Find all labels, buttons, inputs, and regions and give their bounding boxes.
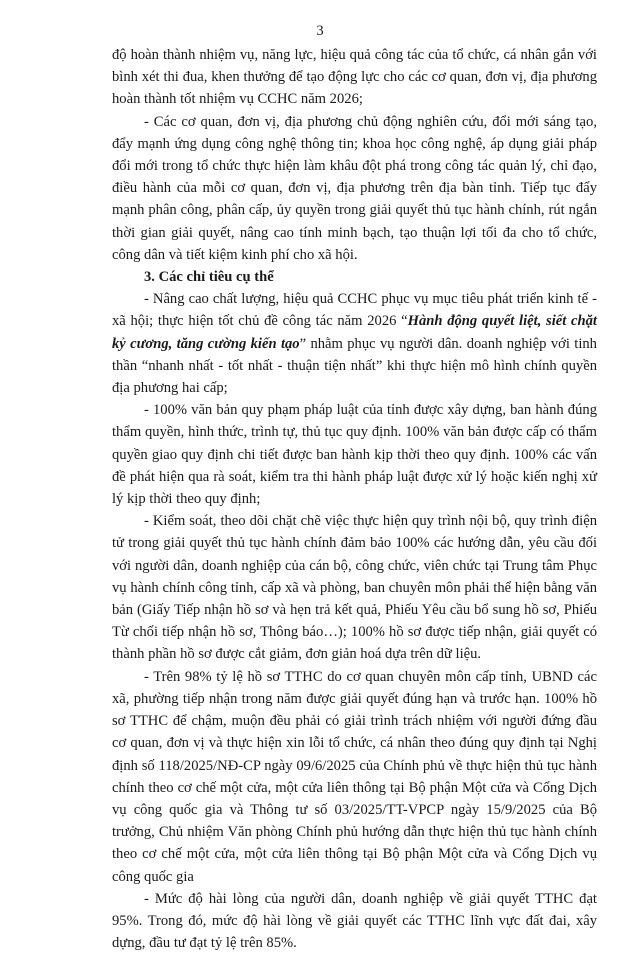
annual-theme-emphasis: Hành động quyết liệt, siết chặt kỷ cương, tăng cường kiến tạo — [112, 313, 597, 352]
target-item-satisfaction: - Mức độ hài lòng của người dân, doanh nghiệp về giải quyết TTHC đạt 95%. Trong đó, mức độ hài lòng về giải quyết các TTHC lĩnh vực đất đai, xây dựng, đầu tư đạt tỷ lệ trên 85%. — [112, 890, 597, 952]
target-item-quality-before: - Nâng cao chất lượng, hiệu quả CCHC phục vụ mục tiêu phát triển kinh tế - xã hội; thực hiện tốt chủ đề công tác năm 2026 “ — [112, 291, 597, 330]
target-item-internal-process: - Kiểm soát, theo dõi chặt chẽ việc thực hiện quy trình nội bộ, quy trình điện tử trong giải quyết thủ tục hành chính đảm bảo 100% các hướng dẫn, yêu cầu đối với người dân, doanh nghiệp của cán bộ, công chức, viên chức tại Trung tâm Phục vụ hành chính công tỉnh, cấp xã và phòng, ban chuyên môn phải thể hiện bằng văn bản (Giấy Tiếp nhận hồ sơ và hẹn trả kết quả, Phiếu Yêu cầu bổ sung hồ sơ, Phiếu Từ chối tiếp nhận hồ sơ, Thông báo…); 100% hồ sơ được tiếp nhận, giải quyết có thành phần hồ sơ được cắt giảm, đơn giản hoá dựa trên dữ liệu. — [112, 513, 597, 663]
paragraph-continuation: độ hoàn thành nhiệm vụ, năng lực, hiệu quả công tác của tổ chức, cá nhân gắn với bình xét thi đua, khen thưởng để tạo động lực cho các cơ quan, đơn vị, địa phương hoàn thành tốt nhiệm vụ CCHC năm 2026; — [112, 47, 597, 108]
target-item-legal-documents: - 100% văn bản quy phạm pháp luật của tỉnh được xây dựng, ban hành đúng thẩm quyền, hình thức, trình tự, thủ tục quy định. 100% văn bản được cấp có thẩm quyền giao quy định chi tiết được ban hành kịp thời theo quy định. 100% các vấn đề phát hiện qua rà soát, kiểm tra thi hành pháp luật được xử lý hoặc kiến nghị xử lý kịp thời theo quy định; — [112, 402, 597, 508]
target-item-quality — [112, 288, 597, 399]
section-heading: 3. Các chỉ tiêu cụ thể — [144, 269, 274, 286]
page-number: 3 — [316, 23, 324, 39]
document-body — [112, 44, 597, 954]
paragraph-innovation: - Các cơ quan, đơn vị, địa phương chủ động nghiên cứu, đổi mới sáng tạo, đẩy mạnh ứng dụng công nghệ thông tin; khoa học công nghệ, áp dụng giải pháp đổi mới trong tổ chức thực hiện làm khâu đột phá trong công tác quản lý, chỉ đạo, điều hành của mỗi cơ quan, đơn vị, địa phương trên địa bàn tỉnh. Tiếp tục đẩy mạnh phân công, phân cấp, ủy quyền trong giải quyết thủ tục hành chính, rút ngắn thời gian giải quyết, nâng cao tính minh bạch, tạo thuận lợi tối đa cho tổ chức, công dân và tiết kiệm kinh phí cho xã hội. — [112, 113, 597, 263]
target-item-quality-after: ” nhằm phục vụ người dân. doanh nghiệp với tinh thần “nhanh nhất - tốt nhất - thuận tiện nhất” khi thực hiện mô hình chính quyền địa phương hai cấp; — [112, 335, 597, 397]
target-item-on-time-rate: - Trên 98% tỷ lệ hồ sơ TTHC do cơ quan chuyên môn cấp tỉnh, UBND các xã, phường tiếp nhận trong năm được giải quyết đúng hạn và trước hạn. 100% hồ sơ TTHC để chậm, muộn đều phải có giải trình trách nhiệm với người đứng đầu cơ quan, đơn vị và thực hiện xin lỗi tổ chức, cá nhân theo đúng quy định tại Nghị định số 118/2025/NĐ-CP ngày 09/6/2025 của Chính phủ về thực hiện thủ tục hành chính theo cơ chế một cửa, một cửa liên thông tại Bộ phận Một cửa và Cổng Dịch vụ công quốc gia và Thông tư số 03/2025/TT-VPCP ngày 15/9/2025 của Bộ trưởng, Chủ nhiệm Văn phòng Chính phủ hướng dẫn thực hiện thủ tục hành chính theo cơ chế một cửa, một cửa liên thông tại Bộ phận Một cửa và Cổng Dịch vụ công quốc gia — [112, 668, 597, 885]
